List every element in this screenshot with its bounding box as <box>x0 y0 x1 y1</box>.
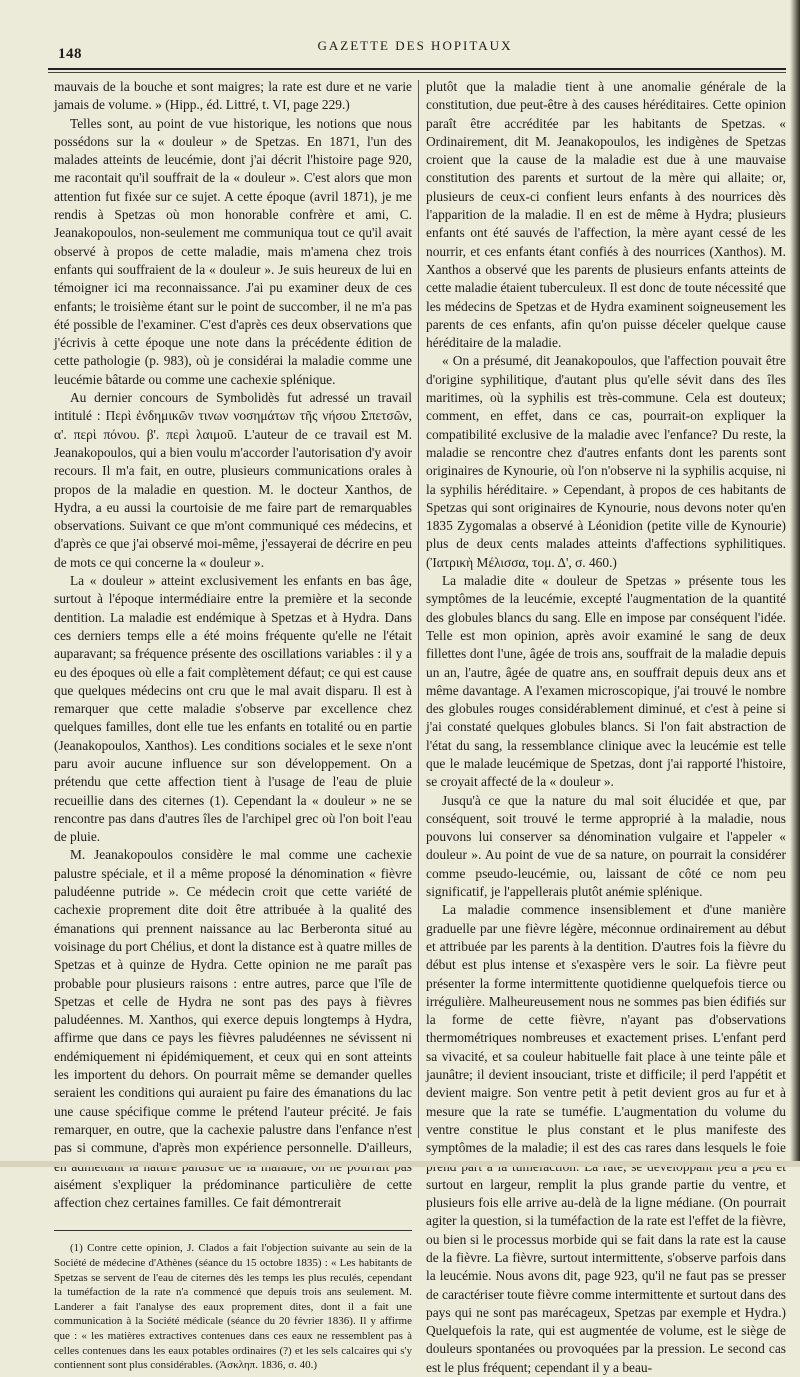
paragraph: Jusqu'à ce que la nature du mal soit élucidée et que, par conséquent, soit trouvé le terme approprié à la maladie, nous pouvons lui conserver sa dénomination vulgaire et l'appeler « douleur ». Au point de vue de sa nature, on pourrait la considérer comme pseudo-leucémie, ou, laissant de côté ce nom peu significatif, je l'appellerais plutôt anémie splénique. <box>426 792 786 900</box>
paragraph: mauvais de la bouche et sont maigres; la rate est dure et ne varie jamais de volume. » (Hipp., éd. Littré, t. VI, page 229.) <box>54 79 412 113</box>
paragraph: Telles sont, au point de vue historique, les notions que nous possédons sur la « douleur » de Spetzas. En 1871, l'un des malades atteints de leucémie, dont j'ai décrit l'histoire page 920, me racontait qu'il souffrait de la « douleur ». C'est alors que mon attention fut fixée sur ce sujet. A cette époque (avril 1871), je me rendis à Spetzas où mon honorable confrère et ami, C. Jeanakopoulos, non-seulement me communiqua tout ce qu'il avait observé à propos de cette maladie, mais m'amena chez trois enfants qui souffraient de la « douleur ». Je suis heureux de lui en témoigner ici ma reconnaissance. J'ai pu examiner deux de ces enfants; le troisième étant sur le point de succomber, il ne m'a pas été possible de l'examiner. C'est d'après ces deux observations que j'écrivis à cette époque une note dans la précédente édition de cette pathologie (p. 983), où je considérai la maladie comme une leucémie bâtarde ou comme une cachexie splénique. <box>54 115 412 387</box>
paragraph: La maladie dite « douleur de Spetzas » présente tous les symptômes de la leucémie, excepté l'augmentation de la quantité des globules blancs du sang. Elle en impose par conséquent l'idée. Telle est mon opinion, après avoir examiné le sang de deux fillettes dont l'une, âgée de trois ans, souffrait de la maladie depuis un an, l'autre, âgée de quatre ans, en souffrait depuis deux ans et même davantage. A l'examen microscopique, j'ai trouvé le nombre des globules rouges considérablement diminué, et c'est à peine si j'ai constaté quelques globules blancs. Si l'on fait abstraction de l'état du sang, la ressemblance clinique avec la leucémie est telle que le malade leucémique de Spetzas, dont j'ai rapporté l'histoire, se croyait affecté de la « douleur ». <box>426 573 786 790</box>
footnote: (1) Contre cette opinion, J. Clados a fait l'objection suivante au sein de la Société de médecine d'Athènes (séance du 15 octobre 1835) : « Les habitants de Spetzas se servent de l'eau de citernes dès les temps les plus reculés, cependant la tuméfaction de la rate n'a commencé que depuis trois ans seulement. M. Landerer a fait l'analyse des eaux proprement dites, dont il a fait une communication à la Société médicale (séance du 20 février 1836). Il y affirme que : « les matières extractives contenues dans ces eaux ne ressemblent pas à celles contenues dans les eaux potables ordinaires (?) et les sels calcaires qui s'y contiennent sont plus considérables. (Ἀσκληπ. 1836, σ. 40.) <box>54 1242 412 1372</box>
paragraph: M. Jeanakopoulos considère le mal comme une cachexie palustre spéciale, et il a même proposé la dénomination « fièvre paludéenne putride ». Ce médecin croit que cette variété de cachexie proprement dite doit être attribuée à la qualité des émanations qui prennent naissance au lac Berberonta situé au voisinage du port Chélius, et dont la distance est à quatre milles de Spetzas et à quinze de Hydra. Cette opinion ne me paraît pas probable pour plusieurs raisons : entre autres, parce que l'île de Spetzas et celle de Hydra ne sont pas des pays à fièvres paludéennes. M. Xanthos, qui exerce depuis longtemps à Hydra, affirme que dans ce pays les fièvres paludéennes ne sévissent ni endémiquement ni épidémiquement, et ceux qui en sont atteints les importent du dehors. On pourrait même se demander quelles seraient les conditions qui auraient pu faire des émanations du lac une cause spécifique comme le prétend l'auteur précité. Je fais remarquer, en outre, que la cachexie palustre dans l'enfance n'est pas si commune, d'après mon expérience personnelle. D'ailleurs, aisément s'expliquer la prédominance particulière de cette affection chez certaines familles. Ce fait démontrerait <box>54 847 412 1211</box>
paragraph: La maladie commence insensiblement et d'une manière graduelle par une fièvre légère, méconnue ordinairement au début et attribuée par les parents à la dentition. D'autres fois la fièvre du début est plus intense et s'exaspère vers le soir. La fièvre peut présenter la forme intermittente quotidienne quelquefois tierce ou irrégulière. Malheureusement nous ne sommes pas bien édifiés sur la forme de cette fièvre, n'ayant pas d'observations thermométriques nombreuses et exactement prises. L'enfant perd sa vivacité, et sa couleur habituelle fait place à une teinte pâle et jaunâtre; il devient insouciant, triste et difficile; il perd l'appétit et devient maigre. Son ventre petit à petit devient gros au fur et à mesure que la rate se tuméfie. L'augmentation du volume du ventre constitue le plus constant et le plus manifeste des symptômes de la maladie; il est des cas rares dans lesquels le foie surtout en largeur, remplit la plus grande partie du ventre, et plusieurs fois elle arrive au-delà de la ligne médiane. (On pourrait agiter la question, si la tuméfaction de la rate est l'effet de la fièvre, ou bien si le processus morbide qui se fait dans la rate est la cause de la fièvre. La fièvre, surtout intermittente, s'observe parfois dans la leucémie. Nous avons dit, page 923, qu'il ne faut pas se presser de caractériser toute fièvre comme intermittente et surtout dans des pays qui ne sont pas marécageux, Spetzas par exemple et Hydra.) Quelquefois la rate, qui est augmentée de volume, est le siège de douleurs spontanées ou provoquées par la pression. Le second cas est le plus fréquent; cependant il y a beau- <box>426 902 786 1375</box>
page-header <box>0 0 800 78</box>
footnote-separator <box>54 1230 412 1231</box>
page-edge-shadow <box>790 0 800 1167</box>
running-title: GAZETTE DES HOPITAUX <box>317 38 513 53</box>
paragraph: Au dernier concours de Symbolidès fut adressé un travail intitulé : Περὶ ἐνδημικῶν τινων νοσημάτων τῆς νήσου Σπετσῶν, α'. περὶ πόνου. β'. περὶ λαιμοῦ. L'auteur de ce travail est M. Jeanakopoulos, qui a bien voulu m'accorder l'autorisation d'y avoir recours. Il m'a fait, en outre, plusieurs communications orales à propos de la maladie en question. M. le docteur Xanthos, de Hydra, a eu aussi la courtoisie de me faire part de remarquables observations. Suivant ce que m'ont communiqué ces médecins, et d'après ce que j'ai observé moi-même, j'essayerai de décrire en peu de mots ce qui concerne la « douleur ». <box>54 390 412 570</box>
paragraph: La « douleur » atteint exclusivement les enfants en bas âge, surtout à l'époque intermédiaire entre la première et la seconde dentition. La maladie est endémique à Spetzas et à Hydra. Dans ces derniers temps elle a été moins fréquente qu'elle ne l'était auparavant; sa fréquence présente des oscillations variables : il y a eu des époques où elle a fait complètement défaut; ce qui est cause que quelques médecins ont cru que le mal avait disparu. Il est à remarquer que cette maladie s'observe par excellence chez quelques familles, dont elle tue les enfants en totalité ou en partie (Jeanakopoulos, Xanthos). Les conditions sociales et le sexe n'ont paru avoir aucune influence sur son développement. On a prétendu que cette affection tient à l'usage de l'eau de pluie recueillie dans des citernes (1). Cependant la « douleur » ne se rencontre pas dans d'autres îles de l'archipel grec où l'on boit l'eau de pluie. <box>54 573 412 845</box>
paragraph: « On a présumé, dit Jeanakopoulos, que l'affection pouvait être d'origine syphilitique, d'autant plus qu'elle sévit dans des îles maritimes, où la syphilis est très-commune. Cela est douteux; comment, en effet, dans ce cas, pourrait-on expliquer la compatibilité exclusive de la maladie avec l'enfance? Du reste, la maladie se rencontre chez d'autres enfants dont les parents sont originaires de Kynourie, où l'on n'observe ni la syphilis acquise, ni la syphilis héréditaire. » Cependant, à propos de ces habitants de Spetzas qui sont originaires de Kynourie, nous devons noter qu'en 1835 Zygomalas a observé à Léonidion (petite ville de Kynourie) plus de deux cents malades atteints d'affections syphilitiques. (Ἰατρικὴ Μέλισσα, τομ. Δ', σ. 460.) <box>426 353 786 570</box>
right-column <box>426 78 786 1377</box>
page-bottom-edge <box>0 1161 800 1167</box>
header-rule-thin <box>48 72 786 73</box>
paragraph: plutôt que la maladie tient à une anomalie générale de la constitution, due peut-être à des causes héréditaires. Cette opinion paraît être accréditée par les habitants de Spetzas. « Ordinairement, dit M. Jeanakopoulos, les indigènes de Spetzas croient que la cause de la maladie est due à une mauvaise constitution des parents et surtout de la mère qui allaite; or, plusieurs de ceux-ci confient leurs enfants à des nourrices dès l'apparition de la maladie. Il en est de même à Hydra; plusieurs enfants ont été sauvés de l'affection, la mère ayant cessé de les nourrir, et ces enfants étant confiés à des nourrices (Xanthos). M. Xanthos a observé que les parents de plusieurs enfants atteints de cette maladie étaient tuberculeux. Il est donc de toute nécessité que les médecins de Spetzas et de Hydra examinent soigneusement les parents de ces enfants, afin qu'on puisse déceler quelque cause héréditaire de la maladie. <box>426 79 786 351</box>
page-number: 148 <box>58 46 82 62</box>
column-divider <box>418 80 419 1138</box>
left-column <box>54 78 412 1373</box>
header-rule <box>48 68 786 70</box>
